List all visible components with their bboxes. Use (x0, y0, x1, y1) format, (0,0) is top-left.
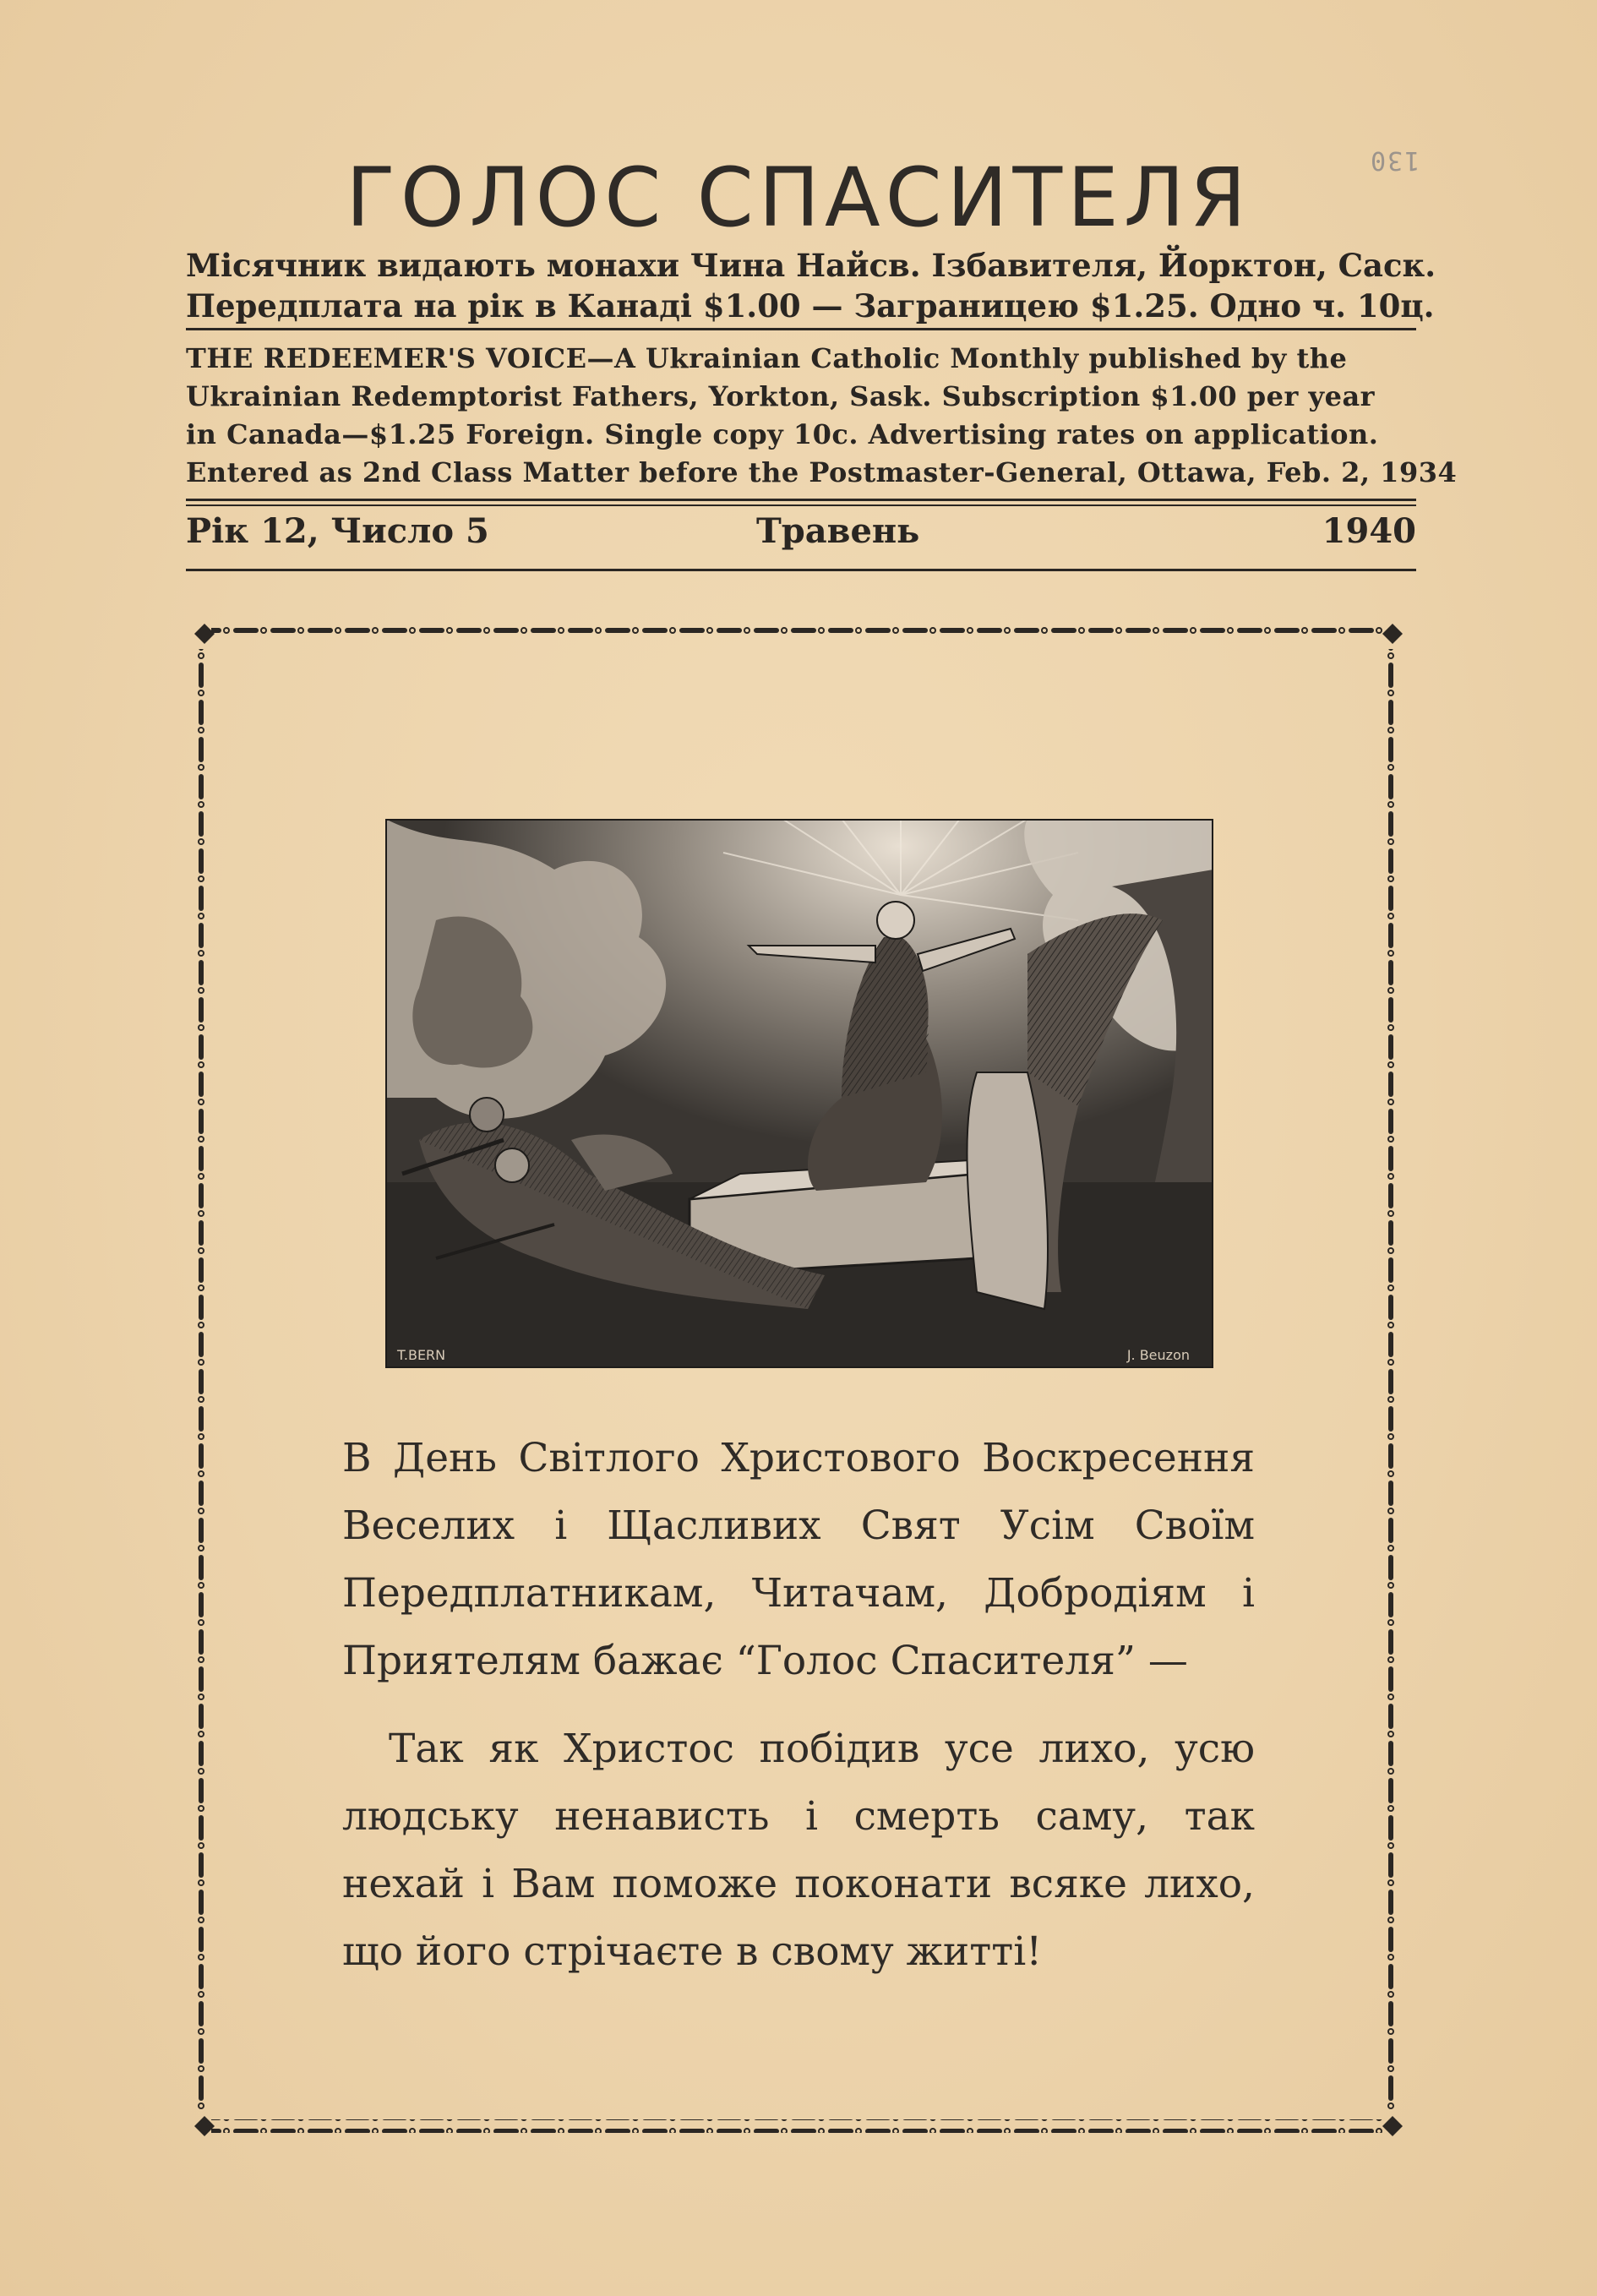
issue-month: Травень (756, 511, 920, 551)
divider-rule (186, 499, 1416, 501)
divider-rule (186, 328, 1416, 330)
issue-year: 1940 (1322, 511, 1416, 551)
masthead-title: ГОЛОС СПАСИТЕЛЯ (346, 150, 1251, 245)
subscription-line: Передплата на рік в Канаді $1.00 — Заграницею $1.25. Одно ч. 10ц. (186, 287, 1435, 324)
english-line-1: THE REDEEMER'S VOICE—A Ukrainian Catholic Monthly published by the (186, 342, 1348, 374)
greeting-paragraph-1: В День Світлого Христового Воскресення Веселих і Щасливих Свят Усім Своїм Передплатникам, Читачам, Добродіям і Приятелям бажає “Голос Спасителя” — (342, 1435, 1255, 1684)
engraver-credit: T.BERN (397, 1347, 446, 1363)
issue-volume: Рік 12, Число 5 (186, 511, 489, 551)
greeting-paragraph-2: Так як Христос побідив усе лихо, усю людську ненависть і смерть саму, так нехай і Вам поможе поконати всяке лихо, що його стрічаєте в свому житті! (342, 1726, 1255, 1975)
divider-rule (186, 569, 1416, 571)
english-line-4: Entered as 2nd Class Matter before the Postmaster-General, Ottawa, Feb. 2, 1934 (186, 456, 1458, 488)
resurrection-engraving-icon (385, 819, 1213, 1368)
archive-stamp: 130 (1369, 145, 1420, 175)
english-line-3: in Canada—$1.25 Foreign. Single copy 10c. Advertising rates on application. (186, 418, 1379, 450)
divider-rule (186, 504, 1416, 506)
english-line-2: Ukrainian Redemptorist Fathers, Yorkton, Sask. Subscription $1.00 per year (186, 380, 1376, 412)
artist-credit: J. Beuzon (1126, 1347, 1190, 1363)
publisher-line: Місячник видають монахи Чина Найсв. Ізбавителя, Йорктон, Саск. (186, 247, 1436, 284)
issue-info (186, 511, 1416, 554)
